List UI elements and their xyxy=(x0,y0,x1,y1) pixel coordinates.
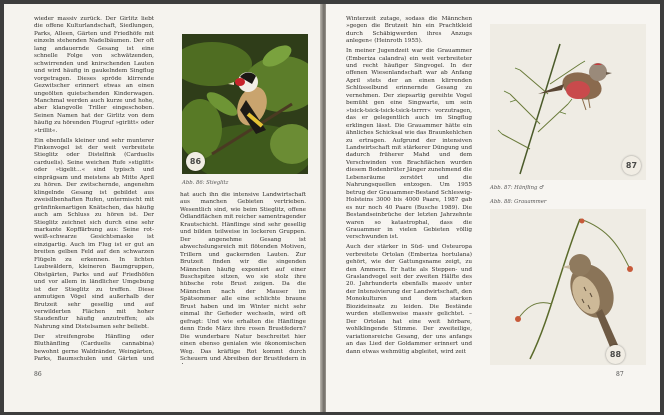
figure-86-caption: Abb. 86: Stieglitz xyxy=(182,180,229,186)
paragraph: Auch der stärker in Süd- und Osteuropa verbreitete Ortolan (Emberiza hortulana) gehört, wie der Gattungsname zeigt, zu den Ammern. Er hatte als Steppen- und Graslandvogel seit der zweiten Hälfte des 20. Jahrhunderts ebenfalls massiv unter der Intensivierung der Landwirtschaft, den Monokulturen und dem starken Biozideinsatz zu leiden. Die Bestände wurden stellenweise massiv gelichtet. – Der Ortolan hat eine weit hörbare, wohlklingende Stimme. Der zweiteilige, variationsreiche Gesang, der uns anfangs an das Lied der Goldammer erinnert und dann etwas wehmütig abgleitet, wird zeit xyxy=(346,244,472,355)
right-page xyxy=(326,4,660,412)
paragraph: wieder massiv zurück. Der Girlitz liebt die offene Kulturlandschaft, Siedlungen, Parks, Alleen, Gärten und Friedhöfe mit einzeln stehenden Nadelbäumen. Der oft lang andauernde Gesang ist eine schnelle Folge von schwätzenden, schwirrenden und knirschenden Lauten und wird häufig in gaukelndem Singflug vorgetragen. Dieses spröde klirrende Gezwitscher erinnert etwas an einen ungeölten quietschenden Kinderwagen. Manchmal werden auch kurze und hohe, aber klangvolle Triller eingeschoben. Seinen Namen hat der Girlitz von dem häufig zu hörenden Flugruf »girlitt« oder »trillit«. xyxy=(34,16,154,134)
left-column-1 xyxy=(34,16,154,361)
paragraph: hat auch ihn die intensive Landwirtschaft aus manchen Gebieten vertrieben. Wesentlich sind, wie beim Stieglitz, offene Ödlandflächen mit reicher samentragender Krautschicht. Hänflinge sind sehr gesellig und bilden teilweise in lockeren Gruppen. Der angenehme Gesang ist abwechslungsreich mit flötenden Motiven, Trillern und gackernden Lauten. Zur Brutzeit finden wir die singenden Männchen häufig exponiert auf einer Buschspitze sitzen, wo sie stolz ihre hübsche rote Brust zeigen. Da die Männchen nach der Mauser im Spätsommer alle eine schlichte braune Brust haben und im Winter nicht sehr einmal ihr Gefieder wechseln, wird oft gefragt: Und wie erhalten die Hänflinge denn Ende März ihre rosen Brustfedern? Die wunderbare Natur beschreitet hier einen ebenso genialen wie ökonomischen Weg. Das kräftige Rot kommt durch Scheuern und Abreiben der Brustfedern in xyxy=(180,192,306,362)
right-column xyxy=(346,16,472,376)
figure-86-goldfinch-photo xyxy=(182,34,308,174)
figure-88-caption: Abb. 88: Grauammer xyxy=(490,199,547,205)
paragraph: In meiner Jugendzeit war die Grauammer (Emberiza calandra) ein weit verbreiteter und recht häufiger Singvogel. In der offenen Wiesenlandschaft war ab Anfang April stets der an einen klirrenden Schlüsselbund erinnernde Gesang zu vernehmen. Der ziepsartig gereihte Vogel bemüht gen eine Singwarte, um sein »tsick-tsick-tsick-tsick-tsrrrr« vorzutragen, das er gelegentlich auch im Singflug erklingen lässt. Die Grauammer hätte ein ähnliches Schicksal wie das Braunkehlchen zu ertragen. Aufgrund der intensiven Landwirtschaft mit stärkerer Düngung und dadurch früherer Mahd und dem Verschwinden von Brachflächen wurden diesem Bodenbrüter Jänger zunehmend die Lebensräume zerstört und die Nahrungsquellen entzogen. Um 1955 betrug der Grauammer-Bestand Schleswig-Holsteins 3000 bis 4000 Paare, 1987 gab es nur noch 40 Paare (Busche 1989). Die Bestandseinbrüche der letzten Jahrzehnte waren so katastrophal, dass die Grauammer in vielen Gebieten völlig verschwunden ist. xyxy=(346,48,472,241)
left-column-2 xyxy=(180,192,306,364)
figure-number-badge: 86 xyxy=(186,152,205,171)
page-number: 87 xyxy=(616,371,624,378)
figure-87-caption: Abb. 87: Hänfling ♂ xyxy=(490,185,544,191)
paragraph: Winterzeit zutage, sodass die Männchen »gegen die Brutzeit hin ein Prachtkleid durch Schäbigwerden ihres Anzugs anlegen« (Heinroth 1955). xyxy=(346,16,472,45)
figure-number-badge: 88 xyxy=(606,345,625,364)
corn-bunting-illustration xyxy=(490,209,646,365)
figure-88-corn-bunting-painting xyxy=(490,209,646,365)
paragraph: Der streifengrobe Hänfling oder Bluthänfling (Carduelis cannabina) bewohnt gerne Waldränder, Weingärten, Parks, Baumschulen und Gärten und xyxy=(34,333,154,361)
figure-87-linnet-painting xyxy=(490,24,646,180)
paragraph: Ein ebenfalls kleiner und sehr munterer Finkenvogel ist der weit verbreitete Stieglitz oder Distelfink (Carduelis carduelis). Seine weichen Rufe »stiglitt« oder »tigelit…« sind typisch und einprägsam und meistens ab Mitte April zu hören. Der zwitschernde, angenehm klingelnde Gesang ist gebildet aus zweisilbenhaften Rufen, untermischt mit grünfinkenartigen Knätschen, das häufig auch am Schluss zu hören ist. Der Stieglitz zeichnet sich durch eine sehr markante Kopffärbung aus: Seine rot-weiß-schwarze Gesichtsmaske ist einzigartig. Auch im Flug ist er gut an breiten gelben Feld auf den schwarzen Flügeln zu erkennen. In lichten Laubwäldern, kleineren Baumgruppen, Obstgärten, Parks und auf Friedhöfen und vor allem in ländlicher Umgebung ist der Stieglitz zu treffen. Diese anmutigen Vögel sind außerhalb der Brutzeit sehr gesellig und auf verwilderten Flächen mit hoher Staudenflur häufig anzutreffen; als Nahrung sind Distelsamen sehr beliebt. xyxy=(34,137,154,330)
left-page xyxy=(4,4,322,412)
figure-number-badge: 87 xyxy=(622,156,641,175)
page-number: 86 xyxy=(34,371,42,378)
linnet-illustration xyxy=(490,24,646,180)
